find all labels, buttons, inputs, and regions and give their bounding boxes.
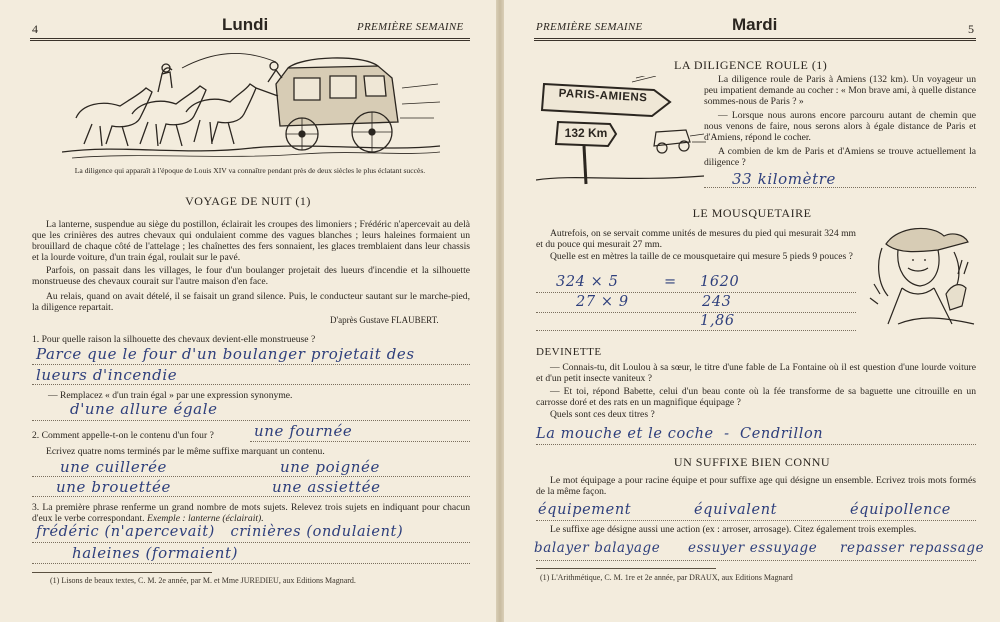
devinette-question: Quels sont ces deux titres ?	[550, 409, 655, 420]
illustration-caption: La diligence qui apparaît à l'époque de Louis XIV va connaître pendant près de deux siècles le plus éclatant succès.	[74, 166, 426, 175]
footnote-rule	[536, 568, 716, 569]
section-title-suffixe: UN SUFFIXE BIEN CONNU	[673, 455, 831, 469]
suffixe-answer-item: équipement	[538, 502, 632, 518]
answer-2b-item: une assiettée	[272, 478, 381, 496]
question-3-text: 3. La première phrase renferme un grand nombre de mots sujets. Relevez trois sujets en indiquant pour chacun d'eux le verbe correspondant.	[32, 502, 470, 524]
writing-line	[32, 420, 470, 421]
writing-line	[536, 560, 976, 561]
question-1: 1. Pour quelle raison la silhouette des chevaux devient-elle monstrueuse ?	[32, 334, 316, 345]
answer-1b: d'une allure égale	[70, 400, 218, 418]
writing-line	[32, 364, 470, 365]
answer-2b-item: une cuillerée	[60, 458, 168, 476]
answer-3-line-2: haleines (formaient)	[72, 544, 239, 562]
right-page	[504, 0, 1000, 622]
reading-paragraph-1: La lanterne, suspendue au siège du postillon, éclairait les croupes des limoniers ; Frédéric n'apercevait au delà que les crinières des autres chevaux qui ondulaient comme des vagues blanches ; leurs haleines formaient un brouillard de chaque côté de l'attelage ; les chaînettes des fers sonnaient, les glaces tremblaient dans leur chassis et la lourde voiture, d'un train égal, roulait sur le pavé.	[32, 219, 470, 263]
calc-line-1-operation: 324 × 5	[556, 274, 619, 290]
writing-line	[704, 187, 976, 188]
writing-line	[250, 441, 470, 442]
diligence-paragraph-2: — Lorsque nous aurons encore parcouru autant de chemin que nous venons de faire, nous serons alors à égale distance de Paris et d'Amiens, répond le cocher.	[704, 110, 976, 143]
sign-destination: PARIS-AMIENS	[558, 87, 648, 105]
devinette-paragraph-1: — Connais-tu, dit Loulou à sa sœur, le titre d'une fable de La Fontaine où il est question d'une lourde voiture et d'un petit insecte vaniteux ?	[536, 362, 976, 384]
answer-1-line-2: lueurs d'incendie	[36, 366, 178, 384]
writing-line	[536, 292, 856, 293]
reading-paragraph-2: Parfois, on passait dans les villages, le four d'un boulanger projetait des lueurs d'incendie et la silhouette monstrueuse des chevaux courait sur l'autre maison d'en face.	[32, 265, 470, 287]
left-page	[0, 0, 496, 622]
suffixe-action-item: repasser repassage	[840, 540, 985, 556]
devinette-answer: La mouche et le coche - Cendrillon	[536, 426, 824, 442]
answer-3-line-1: frédéric (n'apercevait) crinières (ondulaient)	[36, 524, 404, 540]
writing-line	[32, 563, 470, 564]
devinette-paragraph-2: — Et toi, répond Babette, celui d'un beau conte où la fée transforme de sa baguette une citrouille en un carrosse doré et des rats en un magnifique équipage ?	[536, 386, 976, 408]
answer-2: une fournée	[254, 422, 353, 440]
page-day-title: Lundi	[222, 15, 269, 34]
answer-1-line-1: Parce que le four d'un boulanger projetait des	[36, 345, 415, 363]
diligence-question: A combien de km de Paris et d'Amiens se trouve actuellement la diligence ?	[704, 146, 976, 168]
suffixe-paragraph-1: Le mot équipage a pour racine équipe et pour suffixe age qui désigne un ensemble. Ecrivez trois mots formés de la même façon.	[536, 475, 976, 497]
writing-line	[536, 330, 856, 331]
question-3-example: Exemple : lanterne (éclairait).	[146, 513, 264, 524]
writing-line	[32, 542, 470, 543]
mousquetaire-paragraph-1: Autrefois, on se servait comme unités de mesures du pied qui mesurait 324 mm et du pouce qui mesurait 27 mm.	[536, 228, 856, 250]
sign-distance: 132 Km	[564, 126, 608, 140]
diligence-paragraph-1: La diligence roule de Paris à Amiens (132 km). Un voyageur un peu impatient demande au cocher : « Mon brave ami, à quelle distance sommes-nous de Paris ? »	[704, 74, 976, 107]
writing-line	[536, 312, 856, 313]
writing-line	[536, 444, 976, 445]
footnote: (1) L'Arithmétique, C. M. 1re et 2e année, par DRAUX, aux Editions Magnard	[540, 573, 793, 582]
reading-title: VOYAGE DE NUIT (1)	[185, 194, 311, 208]
calc-line-3-result: 1,86	[700, 313, 735, 329]
question-2b: Ecrivez quatre noms terminés par le même suffixe marquant un contenu.	[46, 446, 325, 457]
footnote-rule	[32, 572, 212, 573]
answer-2b-item: une brouettée	[56, 478, 171, 496]
footnote: (1) Lisons de beaux textes, C. M. 2e année, par M. et Mme JUREDIEU, aux Editions Magnard.	[50, 576, 356, 585]
reading-paragraph-3: Au relais, quand on avait dételé, il se faisait un grand silence. Puis, le conducteur sautant sur le marche-pied, la diligence repartait.	[32, 291, 470, 313]
page-day-title: Mardi	[732, 15, 778, 34]
writing-line	[536, 520, 976, 521]
suffixe-action-item: essuyer essuyage	[688, 540, 818, 556]
mousquetaire-question: Quelle est en mètres la taille de ce mousquetaire qui mesure 5 pieds 9 pouces ?	[550, 251, 853, 262]
section-title-mousquetaire: LE MOUSQUETAIRE	[692, 206, 812, 220]
answer-2b-item: une poignée	[280, 458, 381, 476]
section-title-diligence: LA DILIGENCE ROULE (1)	[674, 58, 828, 72]
suffixe-paragraph-2: Le suffixe age désigne aussi une action (ex : arroser, arrosage). Citez également trois exemples.	[550, 524, 917, 535]
header-rule	[30, 38, 470, 41]
question-2: 2. Comment appelle-t-on le contenu d'un four ?	[32, 430, 214, 441]
page-number: 5	[968, 22, 974, 36]
signpost-illustration	[536, 76, 706, 188]
musketeer-illustration	[868, 224, 976, 328]
section-title-devinette: DEVINETTE	[536, 346, 602, 358]
stagecoach-illustration	[62, 48, 442, 160]
calc-line-2-operation: 27 × 9	[576, 294, 629, 310]
suffixe-action-item: balayer balayage	[534, 540, 661, 556]
suffixe-answer-item: équivalent	[694, 502, 778, 518]
page-week-label: PREMIÈRE SEMAINE	[357, 21, 464, 33]
suffixe-answer-item: équipollence	[850, 502, 951, 518]
writing-line	[32, 476, 470, 477]
question-3	[32, 502, 470, 524]
calc-equals: =	[664, 274, 677, 290]
calc-line-1-result: 1620	[700, 274, 740, 290]
question-1b: — Remplacez « d'un train égal » par une expression synonyme.	[48, 390, 293, 401]
page-number: 4	[32, 22, 38, 36]
book-gutter	[496, 0, 504, 622]
reading-attribution: D'après Gustave FLAUBERT.	[330, 315, 439, 325]
calc-line-2-result: 243	[702, 294, 732, 310]
writing-line	[32, 384, 470, 385]
diligence-answer: 33 kilomètre	[732, 170, 836, 188]
page-week-label: PREMIÈRE SEMAINE	[536, 21, 643, 33]
writing-line	[32, 496, 470, 497]
header-rule	[534, 38, 976, 41]
